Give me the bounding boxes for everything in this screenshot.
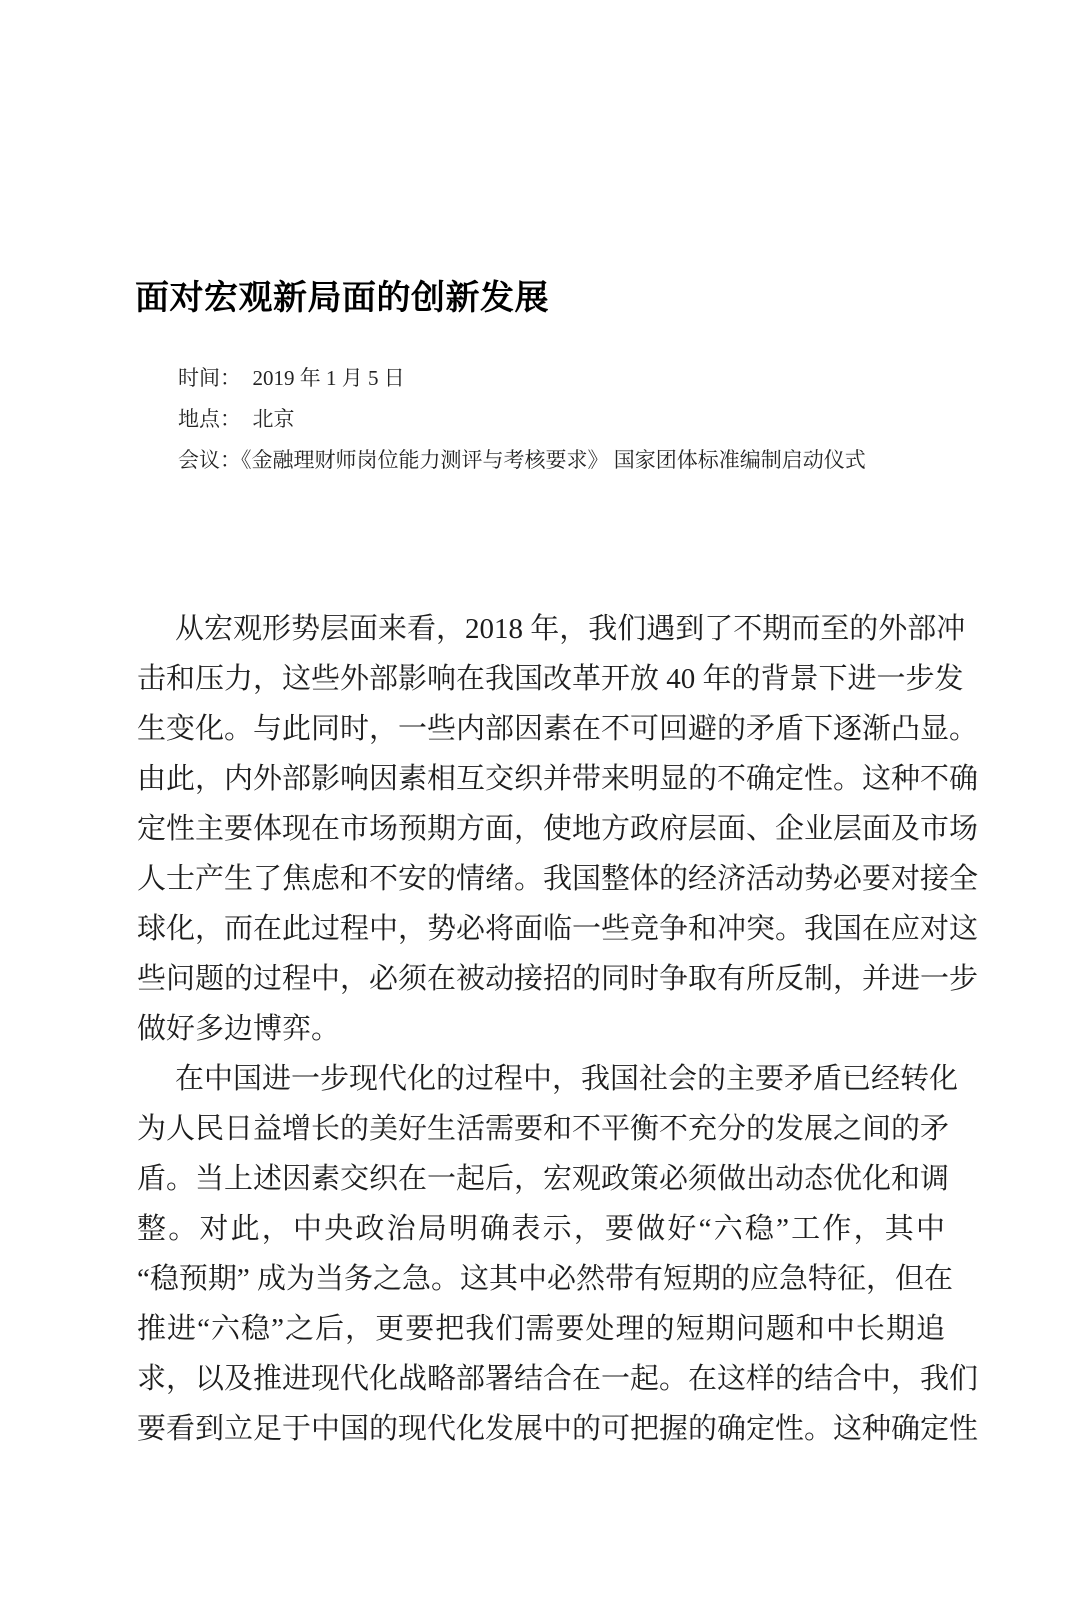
body-line: 求，以及推进现代化战略部署结合在一起。在这样的结合中，我们 xyxy=(137,1363,979,1395)
body-line: 由此，内外部影响因素相互交织并带来明显的不确定性。这种不确 xyxy=(137,763,979,795)
meta-value-meeting: 《金融理财师岗位能力测评与考核要求》 国家团体标准编制启动仪式 xyxy=(241,448,866,472)
body-line: 为人民日益增长的美好生活需要和不平衡不充分的发展之间的矛 xyxy=(137,1113,950,1145)
body-paragraphs xyxy=(137,604,979,1454)
body-line: “稳预期” 成为当务之急。这其中必然带有短期的应急特征，但在 xyxy=(137,1263,953,1295)
body-line: 生变化。与此同时，一些内部因素在不可回避的矛盾下逐渐凸显。 xyxy=(137,713,979,745)
body-line: 在中国进一步现代化的过程中，我国社会的主要矛盾已经转化 xyxy=(175,1063,959,1095)
meta-block xyxy=(178,358,866,481)
body-line: 做好多边博弈。 xyxy=(137,1013,341,1045)
body-line: 盾。当上述因素交织在一起后，宏观政策必须做出动态优化和调 xyxy=(137,1163,950,1195)
page-title: 面对宏观新局面的创新发展 xyxy=(135,279,549,317)
body-line: 要看到立足于中国的现代化发展中的可把握的确定性。这种确定性 xyxy=(137,1413,979,1445)
body-line: 定性主要体现在市场预期方面，使地方政府层面、企业层面及市场 xyxy=(137,813,979,845)
meta-value-time: 2019 年 1 月 5 日 xyxy=(252,366,405,390)
body-line: 击和压力，这些外部影响在我国改革开放 40 年的背景下进一步发 xyxy=(137,663,964,695)
body-line: 整。对此，中央政治局明确表示，要做好“六稳”工作，其中 xyxy=(137,1213,945,1245)
meta-row-place xyxy=(178,399,866,440)
body-line: 从宏观形势层面来看，2018 年，我们遇到了不期而至的外部冲 xyxy=(175,613,966,645)
meta-label-meeting: 会议： xyxy=(178,448,241,472)
body-line: 人士产生了焦虑和不安的情绪。我国整体的经济活动势必要对接全 xyxy=(137,863,979,895)
meta-row-meeting xyxy=(178,440,866,481)
meta-label-place: 地点： xyxy=(178,407,241,431)
meta-label-time: 时间： xyxy=(178,366,241,390)
body-line: 球化，而在此过程中，势必将面临一些竞争和冲突。我国在应对这 xyxy=(137,913,979,945)
body-line: 些问题的过程中，必须在被动接招的同时争取有所反制，并进一步 xyxy=(137,963,979,995)
meta-value-place: 北京 xyxy=(252,407,295,431)
meta-row-time xyxy=(178,358,866,399)
body-line: 推进“六稳”之后，更要把我们需要处理的短期问题和中长期追 xyxy=(137,1313,945,1345)
